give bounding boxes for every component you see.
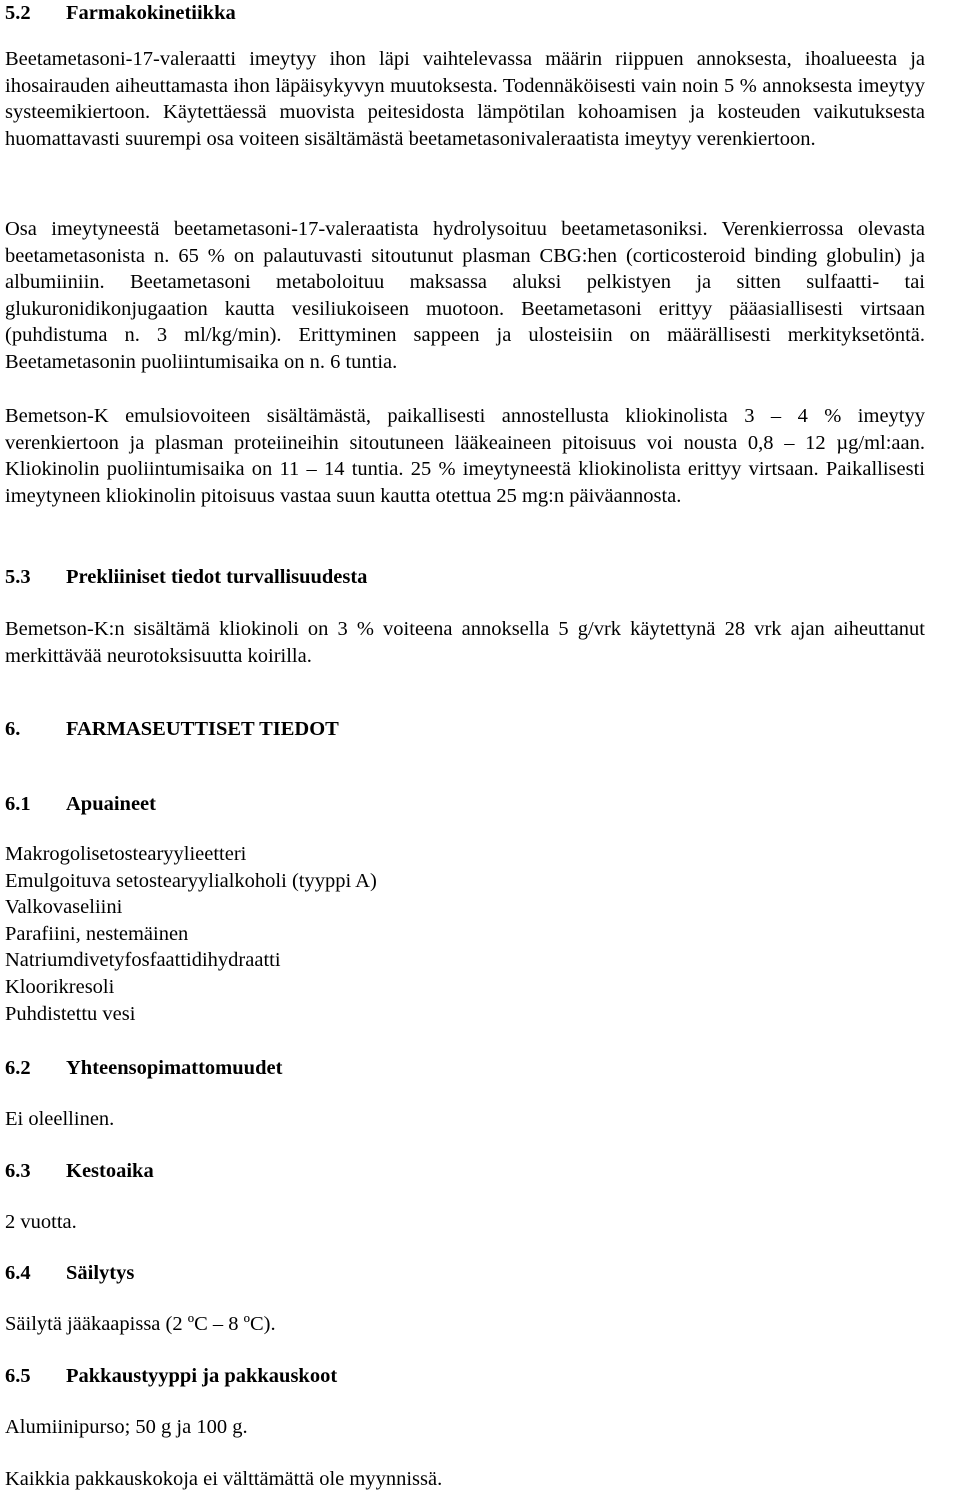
section-number: 6.4 [5,1262,31,1284]
pharmacokinetics-absorption-paragraph: Beetametasoni-17-valeraatti imeytyy ihon läpi vaihtelevassa määrin riippuen annoksesta, ihoalueesta ja ihosairauden aiheuttamasta ihon läpäisykyvyn muutoksesta. Todennäköisesti vain noin 5 % annoksesta imeytyy systeemikiertoon. Käytettäessä muovista peitesidosta lämpötilan kohoamisen ja kosteuden vaikutuksesta huomattavasti suurempi osa voiteen sisältämästä beetametasonivaleraatista imeytyy verenkiertoon. [5,48,925,150]
section-number: 5.3 [5,566,31,588]
section-title: Apuaineet [66,793,156,815]
clioquinol-kinetics-paragraph: Bemetson-K emulsiovoiteen sisältämästä, paikallisesti annostellusta kliokinolista 3 – 4 % imeytyy verenkiertoon ja plasman proteiineihin sitoutuneen lääkeaineen pitoisuus voi nousta 0,8 – 12 µg/ml:aan. Kliokinolin puoliintumisaika on 11 – 14 tuntia. 25 % imeytyneestä kliokinolista erittyy virtsaan. Paikallisesti imeytyneen kliokinolin pitoisuus vastaa suun kautta otettua 25 mg:n päiväannosta. [5,405,925,507]
section-6-heading [5,716,339,743]
section-title: FARMASEUTTISET TIEDOT [66,718,339,740]
package-text: Alumiinipurso; 50 g ja 100 g. [5,1416,248,1438]
section-number: 6.5 [5,1365,31,1387]
preclinical-paragraph: Bemetson-K:n sisältämä kliokinoli on 3 % voiteena annoksella 5 g/vrk käytettynä 28 vrk ajan aiheuttanut merkittävää neurotoksisuutta koirilla. [5,618,925,667]
list-item: Makrogolisetostearyylieetteri [5,843,247,865]
section-5-2-heading [5,0,236,27]
section-number: 6.2 [5,1057,31,1079]
section-6-1-heading [5,791,156,818]
section-title: Yhteensopimattomuudet [66,1057,283,1079]
pharmacokinetics-metabolism-paragraph: Osa imeytyneestä beetametasoni-17-valeraatista hydrolysoituu beetametasoniksi. Verenkierrossa olevasta beetametasonista n. 65 % on palautuvasti sitoutunut plasman CBG:hen (corticosteroid binding globulin) ja albumiiniin. Beetametasoni metaboloituu maksassa aluksi pelkistyen ja sitten sulfaatti- tai glukuronidikonjugaation kautta vesiliukoiseen muotoon. Beetametasoni erittyy pääasiallisesti virtsaan (puhdistuma n. 3 ml/kg/min). Erittyminen sappeen ja ulosteisiin on määrällisesti merkityksetöntä. Beetametasonin puoliintumisaika on n. 6 tuntia. [5,218,925,373]
section-6-2-heading [5,1055,282,1082]
section-6-3-heading [5,1158,154,1185]
section-number: 6. [5,718,21,740]
section-number: 6.3 [5,1160,31,1182]
shelf-life-text: 2 vuotta. [5,1211,77,1233]
package-availability-note: Kaikkia pakkauskokoja ei välttämättä ole myynnissä. [5,1468,443,1490]
section-number: 5.2 [5,2,31,24]
section-title: Farmakokinetiikka [66,2,236,24]
section-number: 6.1 [5,793,31,815]
section-title: Kestoaika [66,1160,154,1182]
section-6-5-heading [5,1363,337,1390]
list-item: Natriumdivetyfosfaattidihydraatti [5,949,281,972]
list-item: Parafiini, nestemäinen [5,922,189,945]
storage-text: Säilytä jääkaapissa (2 ºC – 8 ºC). [5,1313,276,1335]
list-item: Kloorikresoli [5,975,115,998]
section-title: Säilytys [66,1262,135,1284]
excipients-list [5,841,377,1027]
incompatibilities-text: Ei oleellinen. [5,1108,115,1130]
section-6-4-heading [5,1260,134,1287]
list-item: Puhdistettu vesi [5,1002,136,1025]
section-5-3-heading [5,564,367,591]
section-title: Pakkaustyyppi ja pakkauskoot [66,1365,338,1387]
list-item: Valkovaseliini [5,896,123,919]
list-item: Emulgoituva setostearyylialkoholi (tyyppi A) [5,869,377,892]
section-title: Prekliiniset tiedot turvallisuudesta [66,566,368,588]
